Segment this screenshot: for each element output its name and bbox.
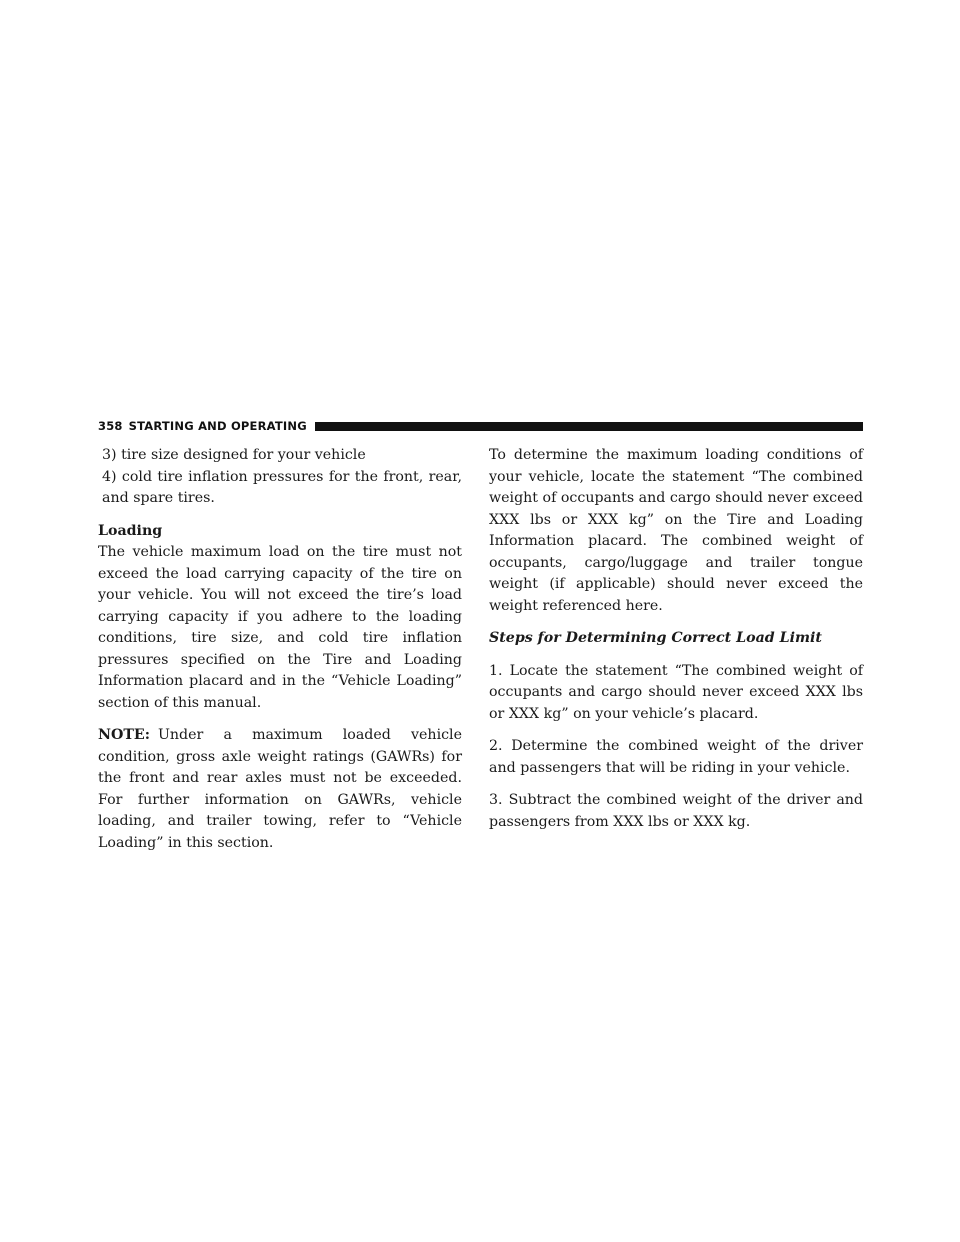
note-paragraph [98,725,462,854]
note-label: NOTE: [98,727,150,743]
left-column [98,445,462,854]
step-1: 1. Locate the statement “The combined weight of occupants and cargo should never exceed XXX lbs or XXX kg” on your vehicle’s placard. [489,662,863,722]
page-number: 358 [98,419,123,433]
loading-paragraph: The vehicle maximum load on the tire must not exceed the load carrying capacity of the tire on your vehicle. You will not exceed the tire’s load carrying capacity if you adhere to the loading conditions, tire size, and cold tire inflation pressures specified on the Tire and Loading Information placard and in the “Vehicle Loading” section of this manual. [98,544,462,711]
note-text: Under a maximum loaded vehicle condition, gross axle weight ratings (GAWRs) for the front and rear axles must not be exceeded. For further information on GAWRs, vehicle loading, and trailer towing, refer to “Vehicle Loading” in this section. [98,727,462,851]
right-column [489,445,863,833]
step-2: 2. Determine the combined weight of the driver and passengers that will be riding in your vehicle. [489,738,863,776]
step-3: 3. Subtract the combined weight of the driver and passengers from XXX lbs or XXX kg. [489,792,863,830]
steps-heading: Steps for Determining Correct Load Limit [489,630,822,646]
intro-paragraph: To determine the maximum loading conditions of your vehicle, locate the statement “The combined weight of occupants and cargo should never exceed XXX lbs or XXX kg” on the Tire and Loading Information placard. The combined weight of occupants, cargo/luggage and trailer tongue weight (if applicable) should never exceed the weight referenced here. [489,447,863,614]
header-rule [315,422,863,431]
section-title: STARTING AND OPERATING [128,419,307,433]
loading-heading: Loading [98,522,163,539]
page-header [98,418,863,434]
list-item-cold-tire-pressure: 4) cold tire inflation pressures for the front, rear, and spare tires. [102,468,462,506]
list-item-tire-size: 3) tire size designed for your vehicle [102,447,366,463]
